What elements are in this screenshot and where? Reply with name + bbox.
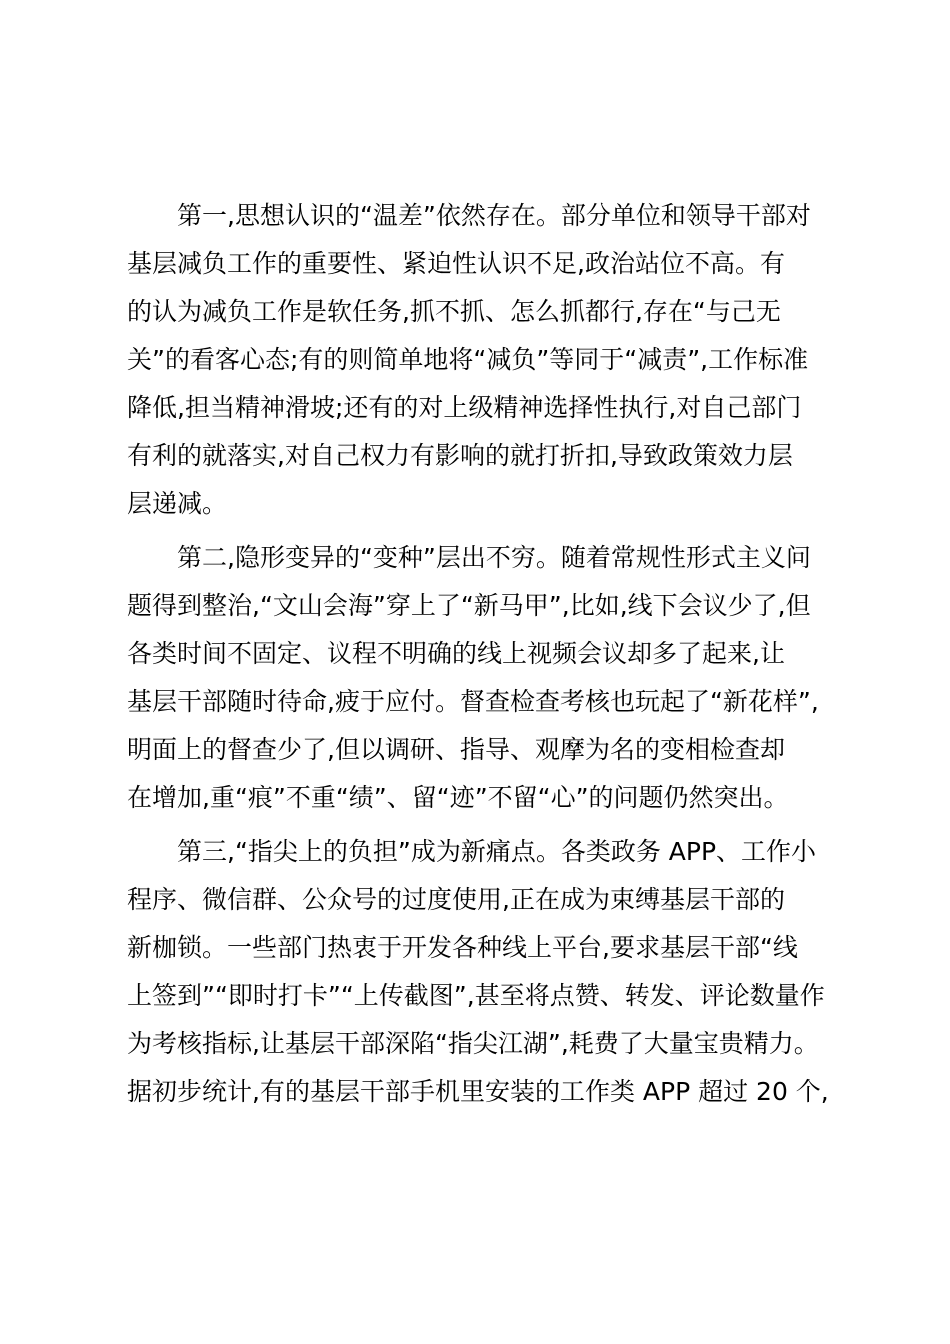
- text-line: 有利的就落实,对自己权力有影响的就打折扣,导致政策效力层: [127, 441, 793, 470]
- text-line: 程序、微信群、公众号的过度使用,正在成为束缚基层干部的: [127, 885, 785, 914]
- text-line: 题得到整治,“文山会海”穿上了“新马甲”,比如,线下会议少了,但: [127, 591, 811, 620]
- text-line: 第二,隐形变异的“变种”层出不穷。随着常规性形式主义问: [177, 543, 811, 572]
- text-line: 基层干部随时待命,疲于应付。督查检查考核也玩起了“新花样”,: [127, 687, 819, 716]
- text-line: 基层减负工作的重要性、紧迫性认识不足,政治站位不高。有: [127, 249, 785, 278]
- text-line: 第三,“指尖上的负担”成为新痛点。各类政务 APP、工作小: [177, 837, 817, 866]
- text-line: 降低,担当精神滑坡;还有的对上级精神选择性执行,对自己部门: [127, 393, 802, 422]
- document-body: [127, 192, 827, 1122]
- text-line: 明面上的督查少了,但以调研、指导、观摩为名的变相检查却: [127, 735, 785, 764]
- text-line: 层递减。: [127, 489, 228, 518]
- text-line: 各类时间不固定、议程不明确的线上视频会议却多了起来,让: [127, 639, 785, 668]
- text-line: 据初步统计,有的基层干部手机里安装的工作类 APP 超过 20 个,: [127, 1077, 829, 1106]
- text-line: 在增加,重“痕”不重“绩”、留“迹”不留“心”的问题仍然突出。: [127, 783, 789, 812]
- text-line: 上签到”“即时打卡”“上传截图”,甚至将点赞、转发、评论数量作: [127, 981, 825, 1010]
- text-line: 新枷锁。一些部门热衷于开发各种线上平台,要求基层干部“线: [127, 933, 798, 962]
- paragraph-1: [127, 192, 827, 528]
- text-line: 为考核指标,让基层干部深陷“指尖江湖”,耗费了大量宝贵精力。: [127, 1029, 819, 1058]
- text-line: 第一,思想认识的“温差”依然存在。部分单位和领导干部对: [177, 201, 811, 230]
- text-line: 关”的看客心态;有的则简单地将“减负”等同于“减责”,工作标准: [127, 345, 809, 374]
- text-line: 的认为减负工作是软任务,抓不抓、怎么抓都行,存在“与己无: [127, 297, 781, 326]
- paragraph-3: [127, 828, 827, 1116]
- paragraph-2: [127, 534, 827, 822]
